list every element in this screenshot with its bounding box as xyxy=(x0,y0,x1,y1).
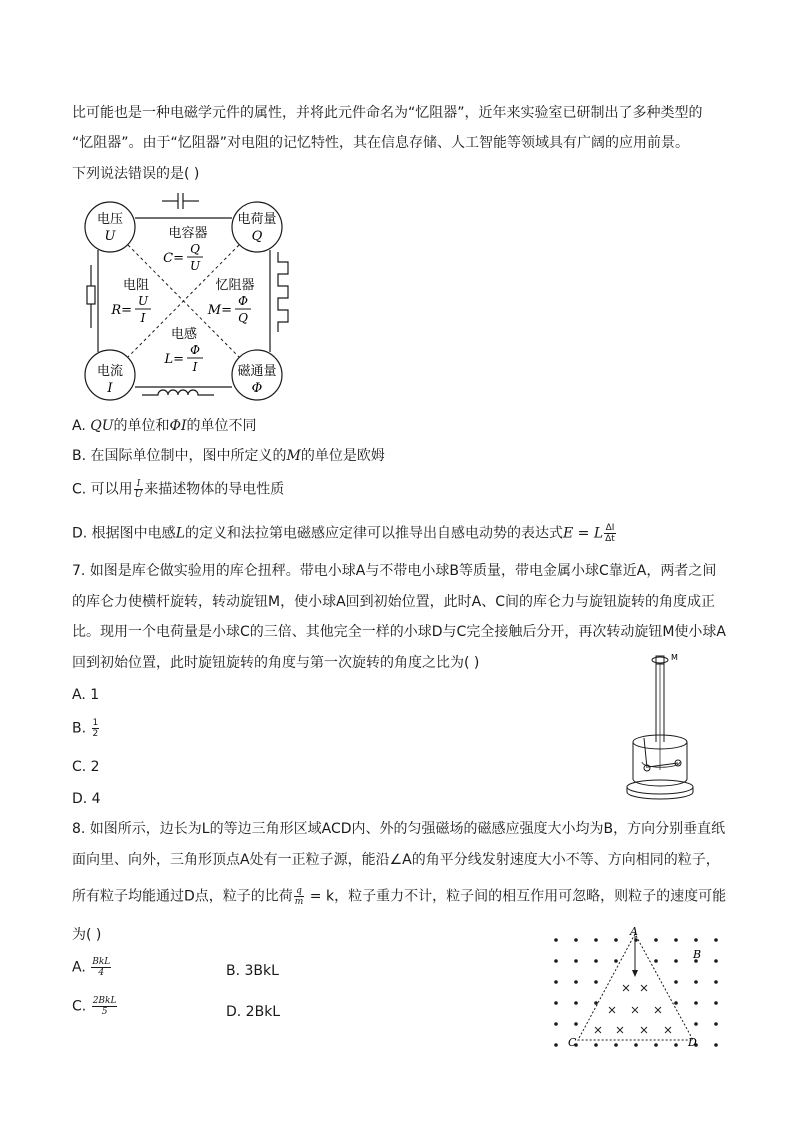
option-letter: A. xyxy=(72,959,91,976)
field-out-dot xyxy=(654,959,658,963)
q8-line-1: 8. 如图所示，边长为L的等边三角形区域ACD内、外的匀强磁场的磁感应强度大小均为B，方向分别垂直纸 xyxy=(72,821,726,837)
text: = k，粒子重力不计，粒子间的相互作用可忽略，则粒子的速度可能 xyxy=(305,888,727,905)
field-in-cross xyxy=(609,1007,615,1013)
field-out-dot xyxy=(714,959,718,963)
resistor-eq-left: R= xyxy=(111,303,132,318)
field-out-dot xyxy=(574,980,578,984)
knob-label: M xyxy=(671,653,678,662)
field-out-dot xyxy=(574,1001,578,1005)
field-out-dot xyxy=(674,1001,678,1005)
resistor-label: 电阻 xyxy=(122,278,150,293)
field-in-cross xyxy=(632,1007,638,1013)
inductor-label: 电感 xyxy=(170,327,198,342)
option-text: C. 可以用 xyxy=(72,481,133,498)
q7-option-d[interactable]: D. 4 xyxy=(72,791,101,807)
field-out-dot xyxy=(554,1043,558,1047)
memristor-denominator: Q xyxy=(238,311,248,325)
q8-option-b[interactable]: B. 3BkL xyxy=(226,963,279,979)
capacitor-numerator: Q xyxy=(190,242,200,256)
q7-line-2: 的库仑力使横杆旋转，转动旋钮M，使小球A回到初始位置，此时A、C间的库仑力与旋钮旋转的角度成正 xyxy=(72,594,716,610)
fraction: $\frac{I}{U}$ xyxy=(134,479,143,500)
option-text: 的定义和法拉第电磁感应定律可以推导出自感电动势的表达式 xyxy=(184,525,563,542)
math-expression: E = L xyxy=(562,525,604,542)
field-out-dot xyxy=(614,1043,618,1047)
option-text: 的单位和 xyxy=(113,418,170,434)
resistor-symbol xyxy=(87,265,95,328)
memristor-numerator: Φ xyxy=(238,294,248,308)
magnetic-field-triangle-figure xyxy=(548,922,723,1057)
current-label: 电流 xyxy=(96,364,124,379)
field-out-dot xyxy=(634,1043,638,1047)
q7-option-b[interactable] xyxy=(72,718,100,739)
field-out-dot xyxy=(714,1022,718,1026)
memristor-eq-left: M= xyxy=(207,303,232,318)
voltage-symbol: U xyxy=(104,229,116,244)
field-out-dot xyxy=(554,980,558,984)
charge-node xyxy=(232,202,282,252)
field-out-dot xyxy=(714,1043,718,1047)
option-text: 的单位是欧姆 xyxy=(300,448,385,464)
capacitor-symbol xyxy=(162,193,199,209)
field-in-cross xyxy=(623,985,629,991)
field-out-dot xyxy=(714,938,718,942)
inductor-eq-left: L= xyxy=(164,352,184,367)
charge-label: 电荷量 xyxy=(237,212,277,227)
field-out-dot xyxy=(674,980,678,984)
capacitor-denominator: U xyxy=(189,259,201,273)
inductor-denominator: I xyxy=(192,360,198,374)
field-in-cross xyxy=(641,1027,647,1033)
math-symbol: M xyxy=(286,448,301,464)
question-stem: 下列说法错误的是( ) xyxy=(72,166,200,182)
capacitor-eq-left: C= xyxy=(163,251,184,266)
field-out-dot xyxy=(574,938,578,942)
q7-line-1: 7. 如图是库仑做实验用的库仑扭秤。带电小球A与不带电小球B等质量，带电金属小球C靠近A，两者之间 xyxy=(72,563,717,579)
field-out-dot xyxy=(654,938,658,942)
field-in-cross xyxy=(655,1007,661,1013)
field-out-dot xyxy=(614,959,618,963)
resistor-numerator: U xyxy=(137,294,149,308)
math-symbol: QU xyxy=(90,418,114,434)
field-out-dot xyxy=(714,1001,718,1005)
field-out-dot xyxy=(594,938,598,942)
vertex-a-label: A xyxy=(630,925,638,938)
field-out-dot xyxy=(694,1022,698,1026)
fraction: $\frac{1}{2}$ xyxy=(92,718,99,739)
field-out-dot xyxy=(714,980,718,984)
q8-line-3 xyxy=(72,886,726,907)
field-out-dot xyxy=(554,1022,558,1026)
intro-line-1: 比可能也是一种电磁学元件的属性，并将此元件命名为“忆阻器”，近年来实验室已研制出了多种类型的 xyxy=(72,105,703,121)
option-letter: B. xyxy=(72,720,91,737)
q7-option-a[interactable]: A. 1 xyxy=(72,687,100,703)
voltage-label: 电压 xyxy=(96,212,124,227)
math-symbol: ΦI xyxy=(169,418,187,434)
fraction: $\frac{\text{BkL}}{4}$ xyxy=(92,957,111,978)
q6-option-c[interactable] xyxy=(72,479,284,500)
electromagnetic-elements-diagram xyxy=(72,190,302,412)
q8-option-d[interactable]: D. 2BkL xyxy=(226,1004,281,1020)
field-out-dot xyxy=(694,1001,698,1005)
memristor-symbol xyxy=(278,252,288,332)
flux-symbol: Φ xyxy=(251,381,263,396)
field-out-dot xyxy=(674,938,678,942)
q7-line-4: 回到初始位置，此时旋钮旋转的角度与第一次旋转的角度之比为( ) xyxy=(72,655,480,671)
field-in-cross xyxy=(595,1027,601,1033)
field-out-dot xyxy=(594,1043,598,1047)
option-letter: C. xyxy=(72,998,91,1015)
field-in-cross xyxy=(641,985,647,991)
fraction: $\frac{\text{2BkL}}{5}$ xyxy=(92,996,117,1017)
field-out-dot xyxy=(574,959,578,963)
resistor-denominator: I xyxy=(140,311,146,325)
flux-label: 磁通量 xyxy=(237,364,277,379)
q7-option-c[interactable]: C. 2 xyxy=(72,759,100,775)
current-symbol: I xyxy=(107,381,113,396)
field-out-dot xyxy=(554,959,558,963)
field-out-dot xyxy=(594,980,598,984)
math-symbol: L xyxy=(175,525,185,542)
charge-symbol: Q xyxy=(251,229,263,244)
field-out-dot xyxy=(694,980,698,984)
torsion-balance-figure xyxy=(622,650,702,800)
inductor-symbol xyxy=(142,390,214,395)
vertex-d-label: D xyxy=(688,1036,697,1049)
option-text: 来描述物体的导电性质 xyxy=(144,481,285,498)
option-text: D. 根据图中电感 xyxy=(72,525,176,542)
field-out-dot xyxy=(674,1043,678,1047)
field-out-dot xyxy=(694,938,698,942)
q7-line-3: 比。现用一个电荷量是小球C的三倍、其他完全一样的小球D与C完全接触后分开，再次转动旋钮M使小球A xyxy=(72,624,726,640)
vertex-c-label: C xyxy=(568,1036,577,1049)
option-text: B. 在国际单位制中，图中所定义的 xyxy=(72,448,287,464)
intro-line-2: “忆阻器”。由于“忆阻器”对电阻的记忆特性，其在信息存储、人工智能等领域具有广阔的应用前景。 xyxy=(72,135,690,151)
text: 所有粒子均能通过D点，粒子的比荷 xyxy=(72,888,293,905)
field-out-dot xyxy=(674,959,678,963)
fraction: $\frac{\Delta I}{\Delta t}$ xyxy=(605,523,615,544)
q8-option-a[interactable] xyxy=(72,957,112,978)
field-b-label: B xyxy=(693,948,702,961)
field-out-dot xyxy=(594,1001,598,1005)
q8-option-c[interactable] xyxy=(72,996,118,1017)
capacitor-label: 电容器 xyxy=(168,226,208,241)
field-in-cross xyxy=(665,1027,671,1033)
memristor-label: 忆阻器 xyxy=(215,278,255,293)
field-out-dot xyxy=(594,959,598,963)
option-text: 的单位不同 xyxy=(186,418,257,434)
option-letter: A. xyxy=(72,418,91,434)
voltage-node xyxy=(85,202,135,252)
field-in-cross xyxy=(617,1027,623,1033)
field-out-dot xyxy=(574,1022,578,1026)
field-out-dot xyxy=(614,938,618,942)
q6-option-d[interactable] xyxy=(72,523,617,544)
inductor-numerator: Φ xyxy=(190,343,200,357)
field-out-dot xyxy=(554,938,558,942)
q8-line-2: 面向里、向外，三角形顶点A处有一正粒子源，能沿∠A的角平分线发射速度大小不等、方向相同的粒子， xyxy=(72,852,720,868)
fraction: $\frac{q}{m}$ xyxy=(294,886,304,907)
q6-option-b[interactable] xyxy=(72,446,385,466)
field-out-dot xyxy=(654,1043,658,1047)
q6-option-a[interactable] xyxy=(72,416,257,436)
q8-line-4: 为( ) xyxy=(72,927,102,943)
field-out-dot xyxy=(554,1001,558,1005)
